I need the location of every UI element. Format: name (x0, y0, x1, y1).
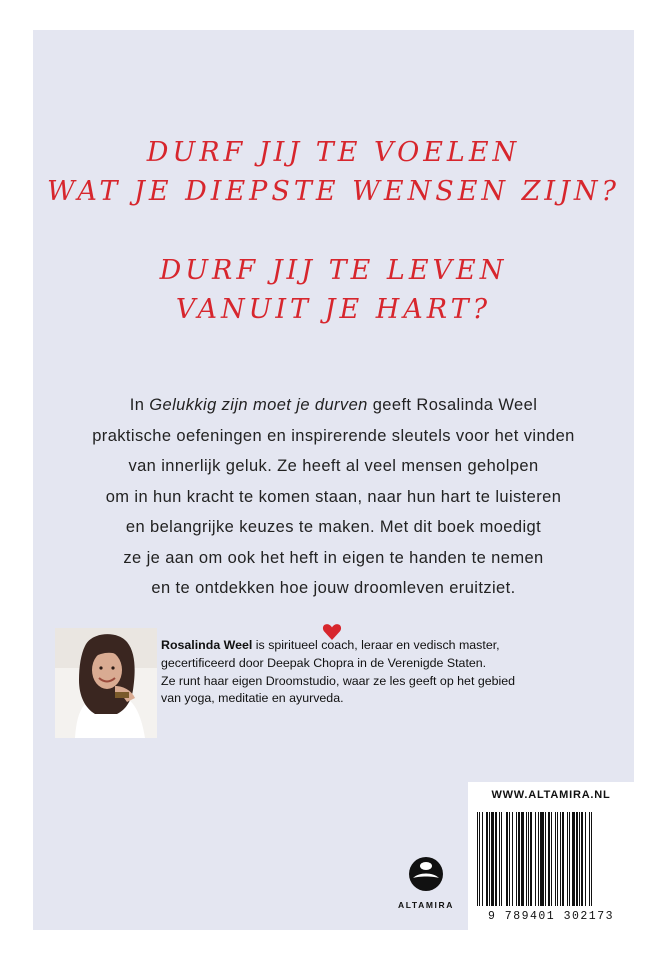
barcode-bar (551, 812, 552, 906)
barcode-bar (530, 812, 532, 906)
barcode-bar (589, 812, 590, 906)
barcode-bar (528, 812, 529, 906)
barcode-box (468, 782, 634, 930)
barcode-bar (526, 812, 527, 906)
blurb-line-1 (33, 390, 634, 421)
bio-line-1-rest: is spiritueel coach, leraar en vedisch master, (252, 638, 500, 652)
barcode-bar (555, 812, 556, 906)
question-heading-1 (33, 133, 634, 211)
author-bio (161, 637, 631, 708)
author-name: Rosalinda Weel (161, 638, 253, 652)
question-1-line-2: WAT JE DIEPSTE WENSEN ZIJN? (47, 176, 620, 207)
barcode-bar (509, 812, 510, 906)
blurb-line-1-rest: geeft Rosalinda Weel (367, 396, 538, 414)
barcode-bar (495, 812, 497, 906)
question-2-line-2: VANUIT JE HART? (175, 294, 492, 325)
barcode-bar (560, 812, 561, 906)
barcode-bar (548, 812, 550, 906)
barcode-bar (489, 812, 490, 906)
barcode-bar (506, 812, 508, 906)
barcode-bar (545, 812, 546, 906)
barcode-bar (576, 812, 578, 906)
barcode-bar (482, 812, 483, 906)
barcode-bar (538, 812, 539, 906)
barcode-bar (516, 812, 517, 906)
barcode-bar (491, 812, 494, 906)
bio-line-2: gecertificeerd door Deepak Chopra in de Verenigde Staten. (161, 655, 487, 670)
barcode-bar (501, 812, 502, 906)
barcode-bar (540, 812, 544, 906)
publisher-name: ALTAMIRA (398, 900, 454, 910)
barcode-bar (557, 812, 558, 906)
barcode-bar (479, 812, 480, 906)
barcode-bar (499, 812, 500, 906)
barcode-bar (477, 812, 478, 906)
barcode-bar (569, 812, 570, 906)
barcode-bar (562, 812, 564, 906)
isbn-number: 9 789401 302173 (487, 910, 615, 923)
barcode-bar (518, 812, 520, 906)
barcode-bar (591, 812, 592, 906)
blurb-line-3: van innerlijk geluk. Ze heeft al veel mensen geholpen (128, 457, 539, 475)
blurb-line-4: om in hun kracht te komen staan, naar hun hart te luisteren (105, 487, 562, 506)
barcode (477, 812, 625, 906)
barcode-bar (585, 812, 586, 906)
blurb-line-2: praktische oefeningen en inspirerende sleutels voor het vinden (92, 426, 575, 445)
blurb-line-7: en te ontdekken hoe jouw droomleven eruitziet. (151, 579, 516, 597)
publisher-website: WWW.ALTAMIRA.NL (491, 789, 611, 801)
barcode-bar (567, 812, 568, 906)
publisher-logo (391, 852, 461, 912)
barcode-bar (486, 812, 488, 906)
blurb-line-5: en belangrijke keuzes te maken. Met dit boek moedigt (125, 518, 542, 536)
blurb-line-6: ze je aan om ook het heft in eigen te handen te nemen (123, 548, 544, 567)
bio-line-1 (161, 637, 631, 655)
barcode-bar (581, 812, 583, 906)
bio-line-3: Ze runt haar eigen Droomstudio, waar ze les geeft op het gebied (161, 673, 516, 688)
author-photo (55, 628, 157, 738)
barcode-bar (521, 812, 524, 906)
back-cover (33, 30, 634, 930)
barcode-bar (572, 812, 575, 906)
blurb-intro: In (129, 396, 150, 414)
question-2-line-1: DURF JIJ TE LEVEN (159, 255, 508, 286)
barcode-bar (535, 812, 536, 906)
barcode-bar (579, 812, 580, 906)
barcode-bar (512, 812, 513, 906)
book-title: Gelukkig zijn moet je durven (149, 396, 368, 414)
book-description (33, 390, 634, 604)
question-heading-2 (33, 251, 634, 329)
question-1-line-1: DURF JIJ TE VOELEN (146, 137, 521, 168)
bio-line-4: van yoga, meditatie en ayurveda. (161, 691, 344, 706)
altamira-logo-icon (391, 852, 461, 896)
